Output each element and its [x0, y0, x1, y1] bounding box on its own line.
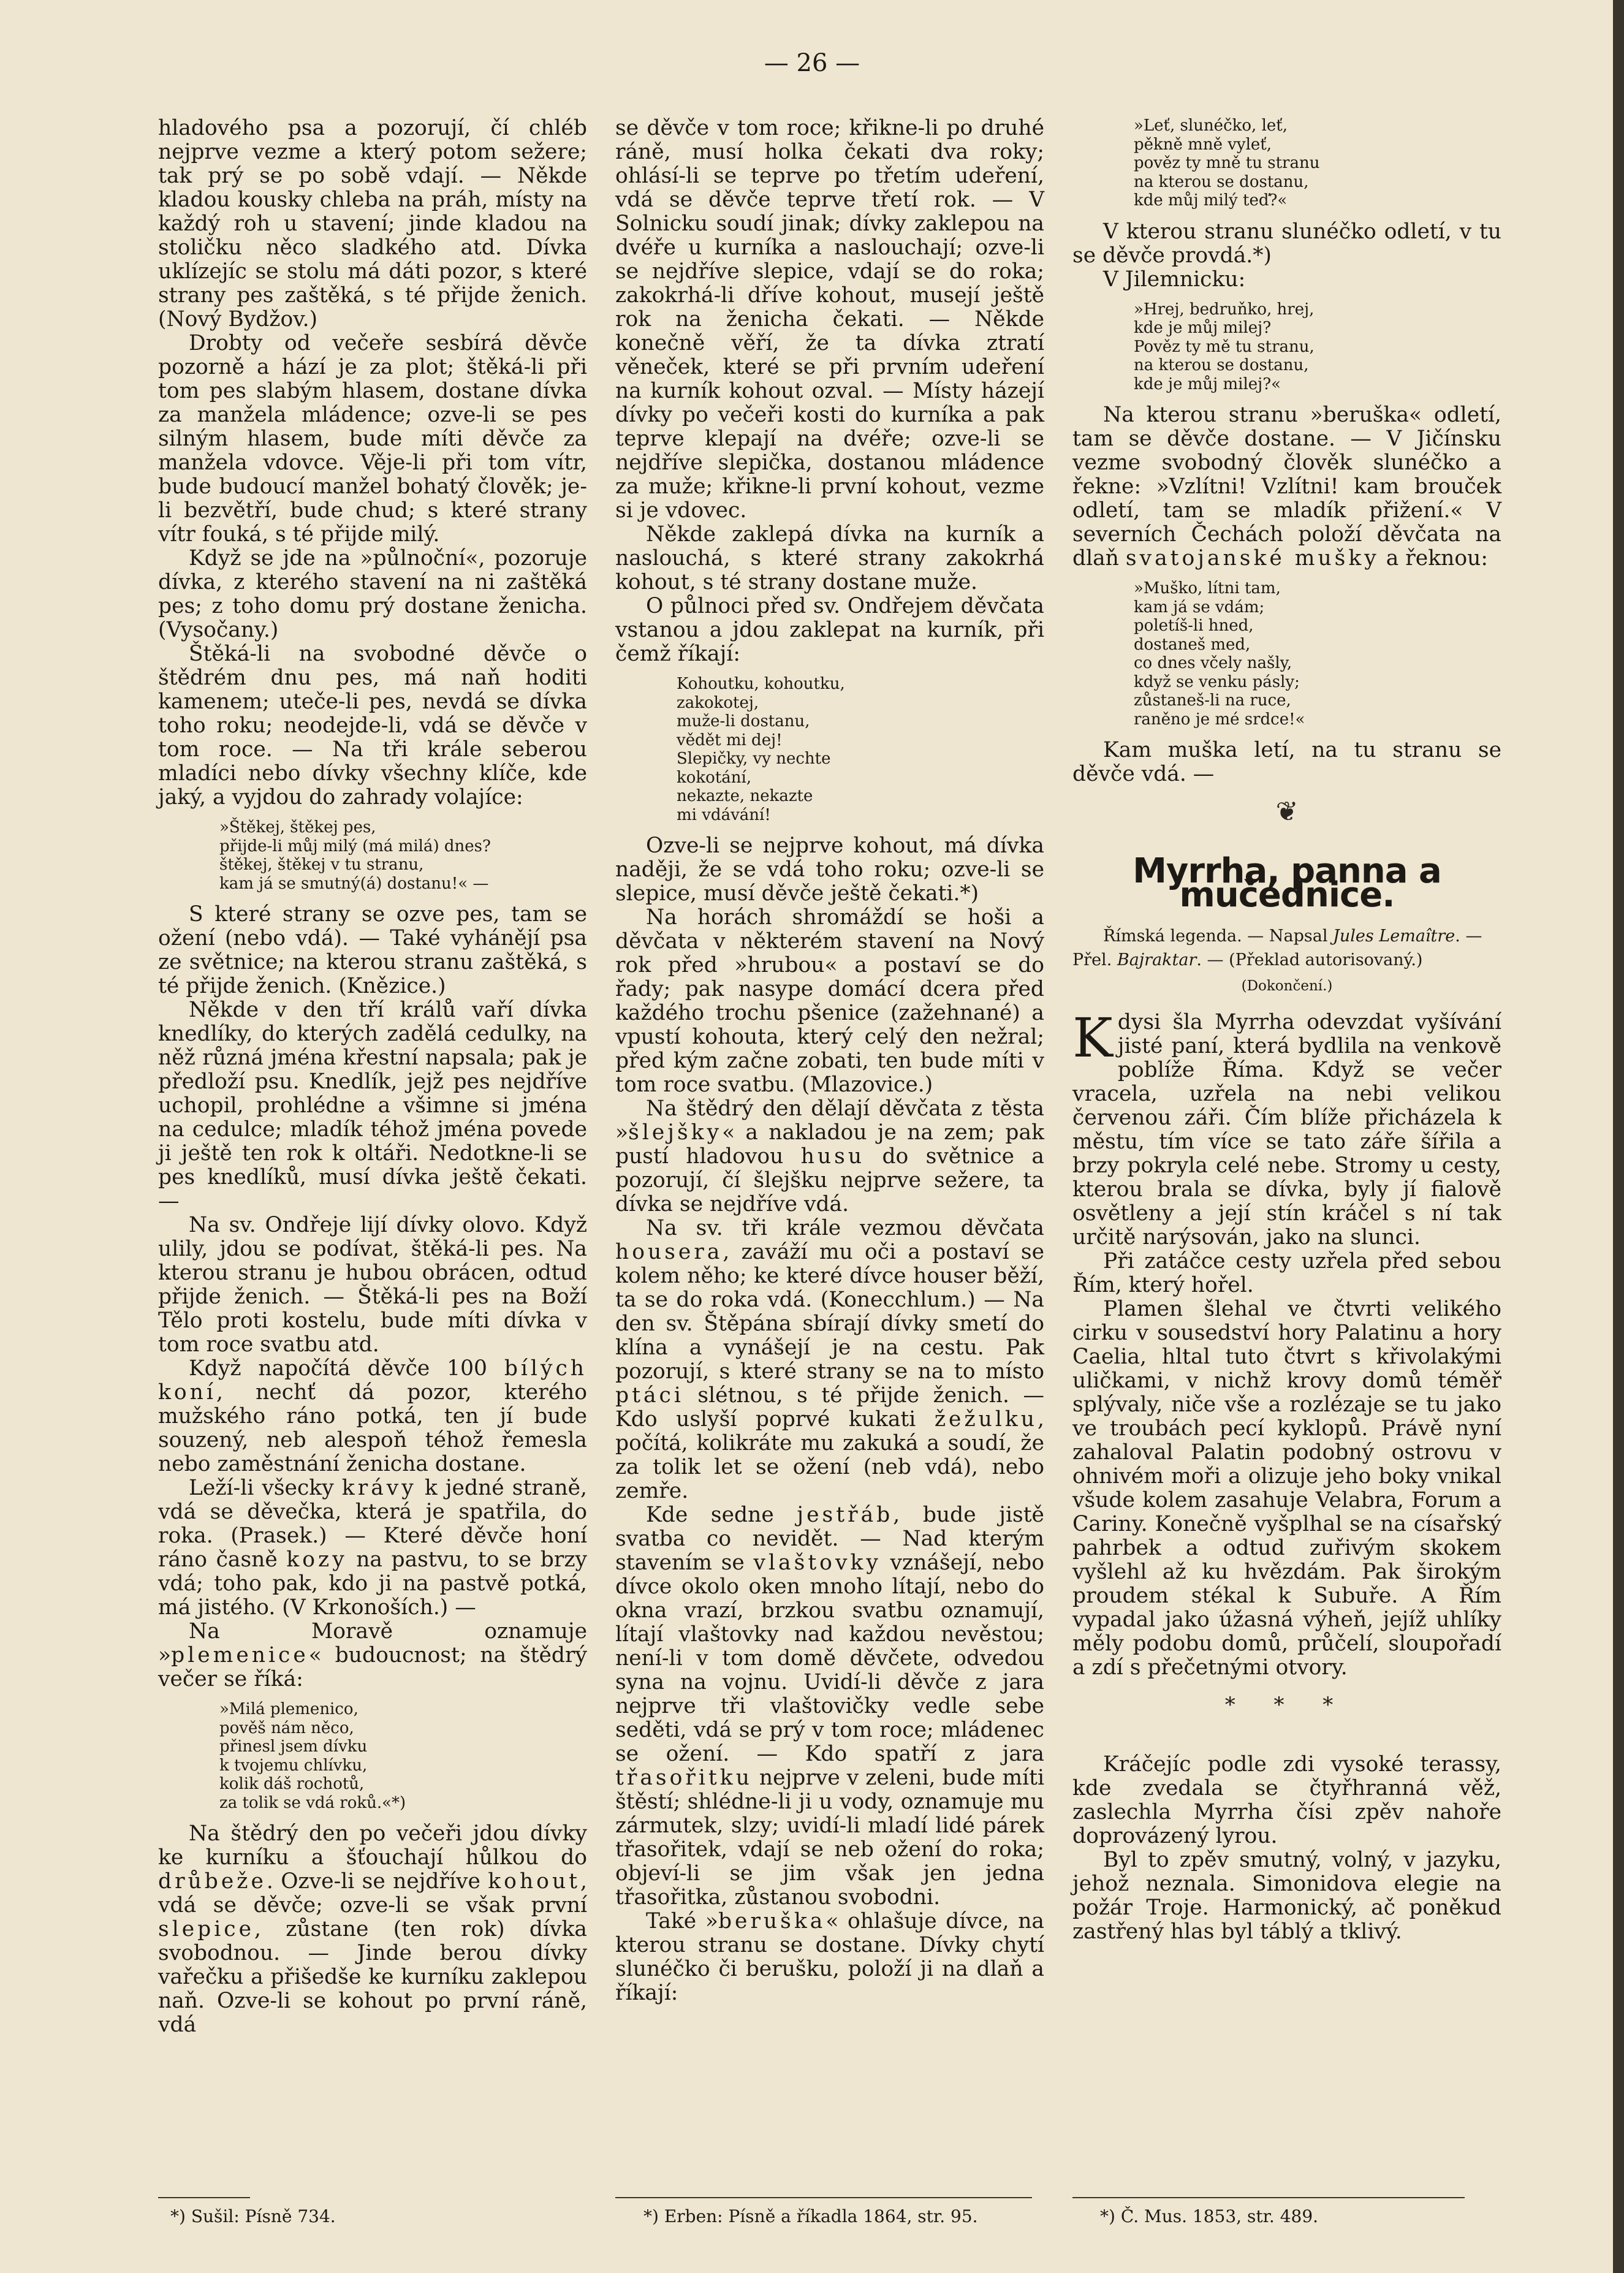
spaced-term: třasořitku — [615, 1766, 753, 1790]
ornament-icon: ❦ — [1275, 796, 1299, 827]
verse-block — [677, 675, 1044, 824]
footnote-rule — [1072, 2197, 1465, 2198]
spaced-term: žežulku — [934, 1407, 1038, 1432]
verse-line: zakokotej, — [677, 693, 759, 712]
spaced-term: bílých koní — [158, 1356, 587, 1405]
verse-line: »Milá plemenico, — [219, 1700, 359, 1718]
verse-block — [1134, 300, 1501, 394]
verse-line: pověz ty mně tu stranu — [1134, 154, 1320, 172]
verse-line: »Leť, slunéčko, leť, — [1134, 116, 1288, 135]
continuation-note: (Dokončení.) — [1241, 978, 1333, 994]
translator-name: Bajraktar — [1117, 951, 1197, 970]
spaced-term: jestřáb — [797, 1503, 894, 1527]
text-run: a řeknou: — [1379, 546, 1488, 571]
text-run: , počítá, kolikráte mu zakuká a soudí, že za tolik let se ožení (neb vdá), nebo zemře. — [615, 1407, 1044, 1503]
footnote: *) Erben: Písně a říkadla 1864, str. 95. — [643, 2206, 978, 2226]
verse-line: na kterou se dostanu, — [1134, 356, 1309, 374]
spaced-term: krávy — [341, 1476, 417, 1500]
paragraph — [158, 1357, 587, 1476]
spaced-term: slepice — [158, 1917, 255, 1941]
verse-line: co dnes včely našly, — [1134, 654, 1292, 672]
verse-line: muže-li dostanu, — [677, 712, 810, 730]
verse-line: kam já se smutný(á) dostanu!« — — [219, 874, 489, 893]
paragraph: Byl to zpěv smutný, volný, v jazyku, jehož neznala. Simonidova elegie na požár Troje. Harmonický, ač poněkud zastřený hlas byl táblý a tklivý. — [1072, 1848, 1501, 1944]
paragraph — [615, 1503, 1044, 1910]
text-run: . Ozve-li se nejdříve — [266, 1869, 488, 1894]
text-run: Na sv. tři krále vezmou děvčata — [646, 1216, 1044, 1240]
verse-line: vědět mi dej! — [677, 730, 783, 749]
verse-line: Kohoutku, kohoutku, — [677, 675, 845, 693]
verse-line: dostaneš med, — [1134, 635, 1251, 654]
paragraph — [1072, 403, 1501, 571]
verse-line: za tolik se vdá roků.«*) — [219, 1793, 406, 1812]
verse-line: zůstaneš-li na ruce, — [1134, 691, 1291, 710]
paragraph: Někde zaklepá dívka na kurník a naslouchá, s které strany zakokrhá kohout, s té strany dostane muže. — [615, 522, 1044, 594]
paragraph: se děvče v tom roce; křikne-li po druhé ráně, musí holka čekati dva roky; ohlásí-li se teprve po třetím udeření, vdá se děvče teprve třetí rok. — V Solnicku soudí jinak; dívky zaklepou na dvéře u kurníka a naslouchají; ozve-li se nejdříve slepice, vdají se do roka; zakokrhá-li dříve kohout, musejí ještě rok na ženicha čekati. — Někde konečně věří, že ta dívka ztratí věneček, které se při prvním udeření na kurník kohout ozval. — Místy házejí dívky po večeři kosti do kurníka a pak teprve klepají na dvéře; ozve-li se nejdříve slepička, dostanou mládence za muže; křikne-li první kohout, vezme si je vdovec. — [615, 116, 1044, 523]
paragraph: S které strany se ozve pes, tam se ožení (nebo vdá). — Také vyhánějí psa ze světnice; na kterou stranu zaštěká, s té přijde ženich. (Knězice.) — [158, 902, 587, 998]
paragraph: Kráčejíc podle zdi vysoké terassy, kde zvedala se čtyřhranná věž, zaslechla Myrrha čísi zpěv nahoře doprovázený lyrou. — [1072, 1752, 1501, 1848]
text-run: Na štědrý den dělají děvčata z těsta » — [615, 1096, 1044, 1145]
text-run: , bude jistě svatba co nevidět. — Nad kterým stavením se — [615, 1503, 1044, 1575]
verse-line: pověš nám něco, — [219, 1718, 354, 1737]
column-1 — [158, 116, 587, 2037]
spaced-term: svatojanské mušky — [1125, 546, 1379, 571]
verse-line: Slepičky, vy nechte — [677, 749, 831, 768]
footnote: *) Č. Mus. 1853, str. 489. — [1100, 2206, 1319, 2226]
text-run: Kde sedne — [646, 1503, 797, 1527]
text-run: « a nakladou je na zem; pak pustí hladovou — [615, 1120, 1044, 1169]
verse-line: kde je můj milej? — [1134, 319, 1272, 337]
paragraph: Drobty od večeře sesbírá děvče pozorně a hází je za plot; štěká-li při tom pes slabým hlasem, dostane dívka za manžela mládence; ozve-li se pes silným hlasem, bude míti děvče za manžela vdovce. Věje-li při tom vítr, bude budoucí manžel bohatý člověk; je-li bezvětří, bude chud; s které strany vítr fouká, s té přijde milý. — [158, 331, 587, 547]
spaced-term: kozy — [286, 1547, 347, 1572]
text-run: , zaváží mu oči a postaví se kolem něho; ke které dívce houser běží, ta se do roka vdá. (Konecchlum.) — Na den sv. Štěpána sbírají dívky smetí do klína a vynášejí je na cestu. Pak pozorují, s které strany se na to místo — [615, 1240, 1044, 1384]
spaced-term: drůbeže — [158, 1869, 267, 1894]
verse-line: kokotání, — [677, 768, 752, 787]
page-number: — 26 — — [764, 49, 860, 77]
text-run: « budoucnost; na štědrý večer se říká: — [158, 1643, 587, 1691]
spaced-term: vlaštovky — [753, 1550, 881, 1575]
verse-line: poletíš-li hned, — [1134, 617, 1254, 635]
paragraph: Když se jde na »půlnoční«, pozoruje dívka, z kterého stavení na ni zaštěká pes; z toho domu prý dostane ženicha. (Vysočany.) — [158, 546, 587, 642]
verse-line: Pověz ty mě tu stranu, — [1134, 337, 1315, 356]
text-run: k jedné straně, vdá se děvečka, která je spatřila, do roka. (Prasek.) — Které děvče honí ráno časně — [158, 1476, 588, 1572]
text-run: Když napočítá děvče 100 — [189, 1356, 504, 1381]
paragraph — [615, 1910, 1044, 2005]
text-run: . — (Překlad autorisovaný.) — [1196, 951, 1423, 970]
text-run: vznášejí, nebo dívce okolo oken mnoho lítají, nebo do okna vrazí, brzkou svatbu oznamují, lítají vlaštovky nad každou nevěstou; není-li v tom domě děvčete, odvedou syna na vojnu. Uvidí-li děvče z jara nejprve tři vlaštovičky vedle sebe seděti, vdá se prý v tom roce; mládenec se ožení. — Kdo spatří z jara — [615, 1550, 1044, 1766]
verse-block — [219, 1700, 587, 1812]
paragraph — [158, 1620, 587, 1691]
paragraph: Ozve-li se nejprve kohout, má dívka naději, že se vdá toho roku; ozve-li se slepice, musí děvče ještě čekati.*) — [615, 833, 1044, 906]
verse-line: přinesl jsem dívku — [219, 1737, 368, 1756]
spaced-term: šlejšky — [628, 1120, 723, 1145]
column-3 — [1072, 116, 1501, 1944]
text-run: Na Moravě oznamuje » — [158, 1619, 587, 1668]
footnote-rule — [158, 2197, 250, 2198]
verse-line: »Muško, lítni tam, — [1134, 579, 1281, 598]
paragraph: hladového psa a pozorují, čí chléb nejprve vezme a který potom sežere; tak prý se po sobě vdají. — Někde kladou kousky chleba na práh, místy na každý roh u stavení; jinde kladou na stoličku něco sladkého atd. Dívka uklízejíc se stolu má dáti pozor, s které strany pes zaštěká, s té přijde ženich. (Nový Bydžov.) — [158, 116, 587, 332]
paragraph: V kterou stranu slunéčko odletí, v tu se děvče provdá.*) — [1072, 219, 1501, 268]
paragraph: Kam muška letí, na tu stranu se děvče vdá. — — [1072, 738, 1501, 786]
verse-line: raněno je mé srdce!« — [1134, 710, 1305, 729]
paragraph: Na sv. Ondřeje lijí dívky olovo. Když ulily, jdou se podívat, štěká-li pes. Na kterou stranu je hubou obrácen, odtud přijde ženich. — Štěká-li pes na Boží Tělo proti kostelu, bude míti dívka v tom roce svatbu atd. — [158, 1213, 587, 1357]
text-run: , vdá se děvče; ozve-li se však první — [158, 1869, 587, 1918]
verse-block — [1134, 579, 1501, 729]
text-run: slétnou, s té přijde ženich. — Kdo uslyší poprvé kukati — [615, 1383, 1044, 1432]
verse-block — [219, 818, 587, 893]
paragraph: Při zatáčce cesty uzřela před sebou Řím, který hořel. — [1072, 1249, 1501, 1297]
paragraph — [1072, 1006, 1501, 1250]
spaced-term: kohout — [488, 1869, 581, 1894]
author-name: Jules Lemaître — [1333, 927, 1455, 946]
text-run: . — Přel. — [1072, 927, 1482, 970]
text-run: Na štědrý den po večeři jdou dívky ke kurníku a šťouchají hůlkou do — [158, 1821, 587, 1870]
section-break: * * * — [1224, 1693, 1349, 1717]
text-run: « ohlašuje dívce, na kterou stranu se dostane. Dívky chytí slunéčko či berušku, položí ji na dlaň a říkají: — [615, 1909, 1044, 2005]
verse-line: přijde-li můj milý (má milá) dnes? — [219, 837, 491, 856]
text-run: nejprve v zeleni, bude míti štěstí; shlédne-li ji u vody, oznamuje mu zármutek, slzy; uvidí-li mladí lidé párek třasořitek, vdají se neb ožení do roka; objeví-li se jim však jen jedna třasořitka, zůstanou svobodni. — [615, 1766, 1044, 1910]
footnote: *) Sušil: Písně 734. — [170, 2206, 336, 2226]
article-title: Myrrha, panna a mučednice. — [1133, 851, 1441, 915]
verse-line: nekazte, nekazte — [677, 787, 813, 805]
spaced-term: ptáci — [615, 1383, 684, 1408]
text-run: , zůstane (ten rok) dívka svobodnou. — Jinde berou dívky vařečku a přišedše ke kurníku zaklepou naň. Ozve-li se kohout po první ráně, vdá — [158, 1917, 587, 2037]
verse-line: kam já se vdám; — [1134, 598, 1265, 617]
verse-line: když se venku pásly; — [1134, 672, 1300, 691]
paragraph: Plamen šlehal ve čtvrti velikého cirku v sousedství hory Palatinu a hory Caelia, hltal tuto čtvrt s křivolakými uličkami, v nichž krovy domů téměř splývaly, niče vše a rozlézaje se tu jako ve troubách pecí kyklopů. Právě nyní zahaloval Palatin podobný ostrovu v ohnivém moři a olizuje jeho boky vnikal všude kolem zasahuje Velabra, Forum a Cariny. Konečně vyšplhal se na císařský pahrbek a odtud zuřivým skokem vyšlehl až ku hvězdám. Pak širokým proudem stékal k Subuře. A Řím vypadal jako úžasná výheň, jejíž uhlíky měly podobu domů, průčelí, sloupořadí a zdí s přečetnými otvory. — [1072, 1297, 1501, 1680]
text-run: do světnice a pozorují, čí šlejšku nejprve sežere, ta dívka se nejdříve vdá. — [615, 1144, 1044, 1216]
spaced-term: beruška — [718, 1909, 826, 1933]
paragraph — [615, 1216, 1044, 1503]
page-edge-rule — [1613, 0, 1624, 2273]
column-2 — [615, 116, 1044, 2005]
paragraph: Na horách shromáždí se hoši a děvčata v některém stavení na Nový rok před »hrubou« a postaví se do řady; pak nasype domácí dcera před každého trochu pšenice (zažehnané) a vpustí kohouta, který celý den nežral; před kým začne zobati, ten bude míti v tom roce svatbu. (Mlazovice.) — [615, 905, 1044, 1097]
text-run: Leží-li všecky — [189, 1476, 342, 1500]
verse-block — [1134, 116, 1501, 210]
verse-line: mi vdávání! — [677, 805, 771, 824]
spaced-term: housera — [615, 1240, 723, 1264]
paragraph — [158, 1476, 587, 1620]
drop-cap: K — [1072, 1006, 1113, 1069]
paragraph: Někde v den tří králů vaří dívka knedlíky, do kterých zadělá cedulky, na něž různá jména křestní napsala; pak je předloží psu. Knedlík, jejž pes nejdříve uchopil, prohlédne a všimne si jména na cedulce; mladík téhož jména povede ji ještě ten rok k oltáři. Nedotkne-li se pes knedlíků, musí dívka ještě čekati. — — [158, 998, 587, 1213]
text-run: na pastvu, to se brzy vdá; toho pak, kdo ji na pastvě potká, má jistého. (V Krkonoších.) — — [158, 1547, 587, 1620]
verse-line: štěkej, štěkej v tu stranu, — [219, 856, 424, 874]
spaced-term: plemenice — [171, 1643, 309, 1668]
text-run: Římská legenda. — Napsal — [1103, 927, 1334, 946]
verse-line: kolik dáš rochotů, — [219, 1775, 365, 1793]
text-run: Také » — [646, 1909, 718, 1933]
verse-line: »Štěkej, štěkej pes, — [219, 818, 376, 837]
text-run: , nechť dá pozor, kterého mužského ráno potká, ten jí bude souzený, neb alespoň téhož řemesla nebo zaměstnání ženicha dostane. — [158, 1380, 587, 1476]
paragraph: V Jilemnicku: — [1103, 267, 1246, 292]
footnote-rule — [615, 2197, 1032, 2198]
paragraph — [615, 1097, 1044, 1216]
article-subtitle — [1072, 924, 1501, 972]
verse-line: »Hrej, bedruňko, hrej, — [1134, 300, 1315, 319]
text-run: dysi šla Myrrha odevzdat vyšívání jisté paní, která bydlila na venkově poblíže Říma. Když se večer vracela, uzřela na nebi velikou červenou záři. Čím blíže přicházela k městu, tím více se tato záře šířila a brzy pokryla celé nebe. Stromy u cesty, kterou brala se dívka, byly jí fialově osvětleny a její stín kráčel s ní tak určitě narýsován, jako na slunci. — [1072, 1010, 1501, 1250]
paragraph: Štěká-li na svobodné děvče o štědrém dnu pes, má naň hoditi kamenem; uteče-li pes, nevdá se dívka toho roku; neodejde-li, vdá se děvče v tom roce. — Na tři krále seberou mladíci nebo dívky všechny klíče, kde jaký, a vyjdou do zahrady volajíce: — [158, 642, 587, 810]
paragraph: O půlnoci před sv. Ondřejem děvčata vstanou a jdou zaklepat na kurník, při čemž říkají: — [615, 594, 1044, 666]
spaced-term: husu — [800, 1144, 865, 1169]
verse-line: kde můj milý teď?« — [1134, 191, 1288, 210]
verse-line: na kterou se dostanu, — [1134, 172, 1309, 191]
verse-line: k tvojemu chlívku, — [219, 1756, 368, 1775]
verse-line: kde je můj milej?« — [1134, 374, 1281, 393]
verse-line: pěkně mně vyleť, — [1134, 135, 1272, 154]
text-run: Na kterou stranu »beruška« odletí, tam se děvče dostane. — V Jičínsku vezme svobodný člověk slunéčko a řekne: »Vzlítni! Vzlítni! kam brouček odletí, tam se mladík přižení.« V severních Čechách položí děvčata na dlaň — [1072, 403, 1501, 571]
paragraph — [158, 1822, 587, 2037]
